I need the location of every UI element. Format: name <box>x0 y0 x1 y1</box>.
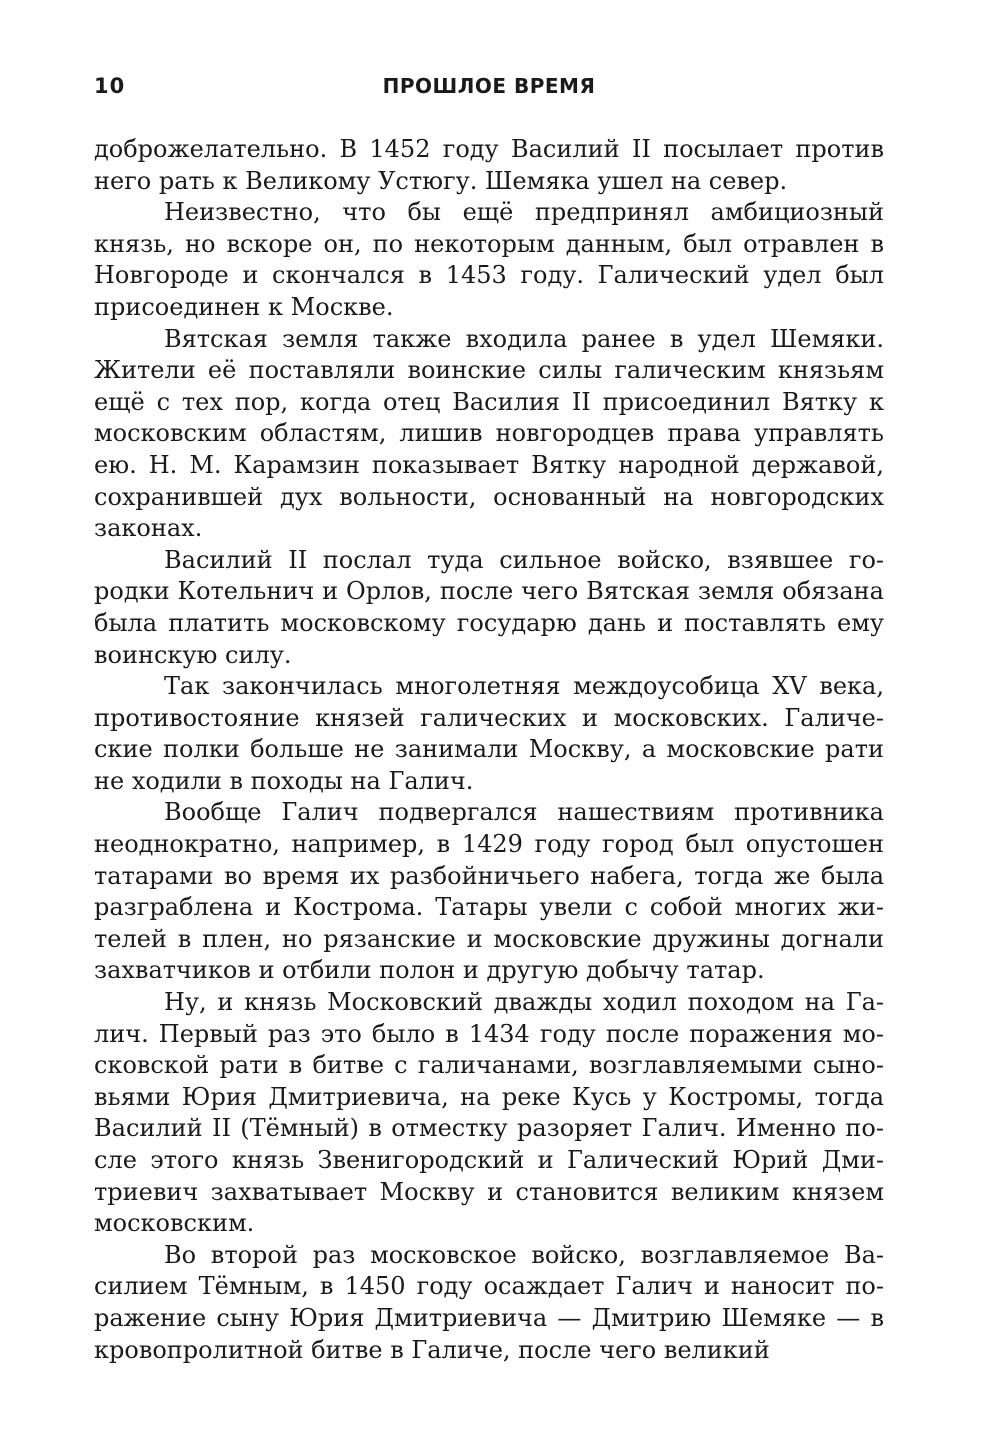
paragraph: Во второй раз московское войско, возглавляемое Василием Тёмным, в 1450 году осаждает Галич и наносит поражение сыну Юрия Дмитриевича — Дмитрию Шемяке — в кровопролитной битве в Галиче, после чего великий <box>94 1240 884 1364</box>
paragraph: Неизвестно, что бы ещё предпринял амбициозный князь, но вскоре он, по некоторым данным, был отравлен в Новгороде и скончался в 1453 году. Галический удел был присоединен к Москве. <box>94 198 884 321</box>
body-text <box>94 134 884 1366</box>
paragraph: Так закончилась многолетняя междоусобица XV века, противостояние князей галических и московских. Галические полки больше не занимали Москву, а московские рати не ходили в походы на Галич. <box>94 672 884 795</box>
paragraph: Ну, и князь Московский дважды ходил походом на Галич. Первый раз это было в 1434 году после поражения московской рати в битве с галичанами, возглавляемыми сыновьями Юрия Дмитриевича, на реке Кусь у Костромы, тогда Василий II (Тёмный) в отместку разоряет Галич. Именно после этого князь Звенигородский и Галический Юрий Дмитриевич захватывает Москву и становится великим князем московским. <box>94 988 884 1238</box>
running-head <box>94 68 884 112</box>
paragraph: Вятская земля также входила ранее в удел Шемяки. Жители её поставляли воинские силы галическим князьям ещё с тех пор, когда отец Василия II присоединил Вятку к московским областям, лишив новгородцев права управлять ею. Н. М. Карамзин показывает Вятку народной державой, сохранившей дух вольности, основанный на новгородских законах. <box>94 324 884 543</box>
book-page <box>94 68 884 1366</box>
page-number: 10 <box>94 74 126 98</box>
paragraph-continuation: доброжелательно. В 1452 году Василий II посылает против него рать к Великому Устюгу. Шемяка ушел на север. <box>94 135 884 195</box>
paragraph: Вообще Галич подвергался нашествиям противника неоднократно, например, в 1429 году город был опустошен татарами во время их разбойничьего набега, тогда же была разграблена и Кострома. Татары увели с собой многих жителей в плен, но рязанские и московские дружины догнали захватчиков и отбили полон и другую добычу татар. <box>94 798 884 985</box>
paragraph: Василий II послал туда сильное войско, взявшее городки Котельнич и Орлов, после чего Вятская земля обязана была платить московскому государю дань и поставлять ему воинскую силу. <box>94 545 884 669</box>
running-title: ПРОШЛОЕ ВРЕМЯ <box>382 74 596 98</box>
